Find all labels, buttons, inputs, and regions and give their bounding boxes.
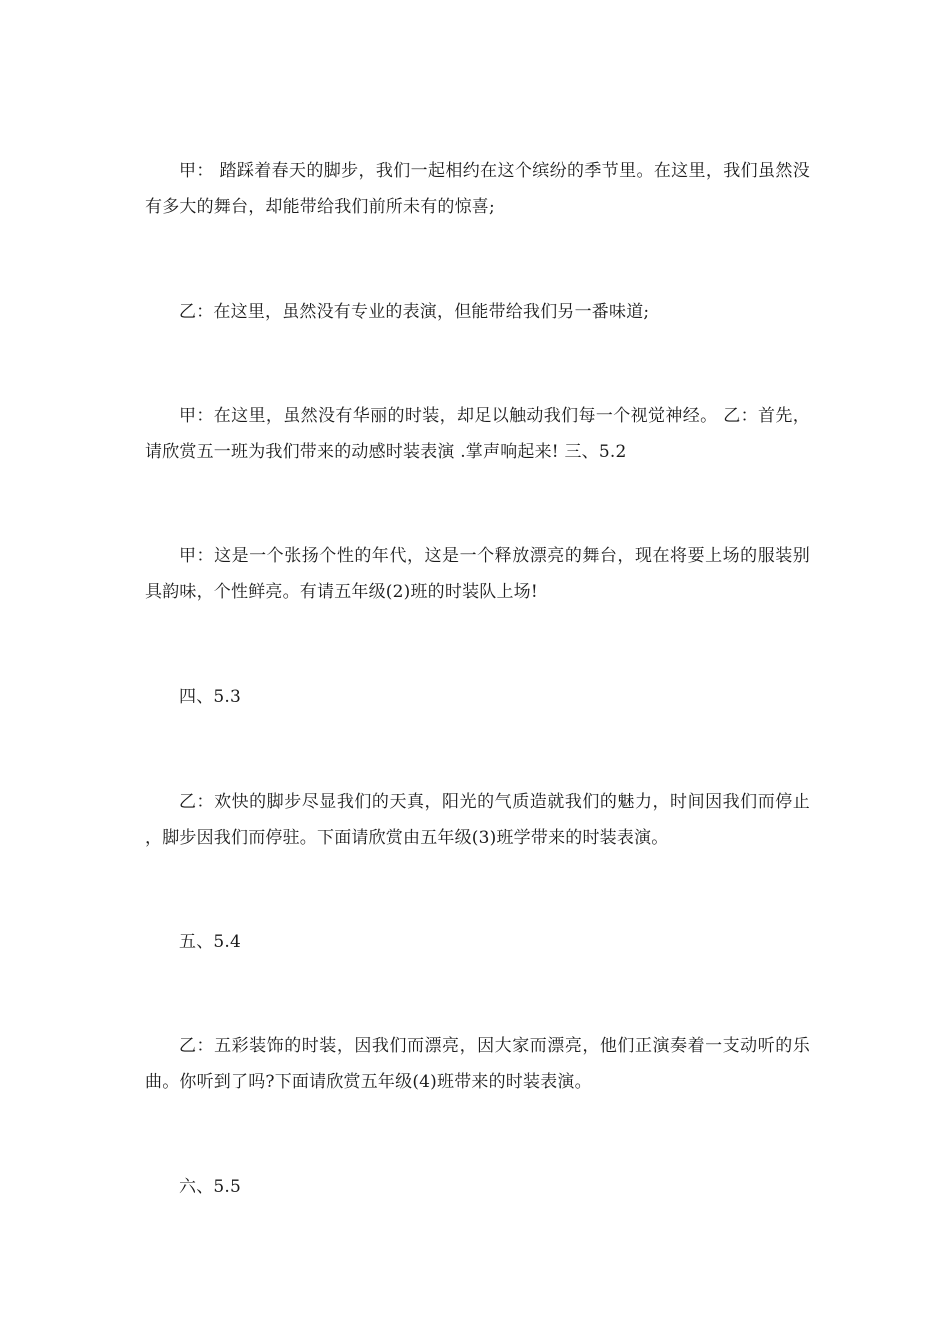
- section-heading-4: 四、5.3: [179, 687, 242, 707]
- paragraph-4: 甲：这是一个张扬个性的年代，这是一个释放漂亮的舞台，现在将要上场的服装别具韵味，个性鲜亮。有请五年级(2)班的时装队上场!: [145, 546, 810, 602]
- paragraph-1: 甲： 踏踩着春天的脚步，我们一起相约在这个缤纷的季节里。在这里，我们虽然没有多大的舞台，却能带给我们前所未有的惊喜;: [145, 161, 810, 217]
- paragraph-6: 乙：五彩装饰的时装，因我们而漂亮，因大家而漂亮，他们正演奏着一支动听的乐曲。你听到了吗?下面请欣赏五年级(4)班带来的时装表演。: [145, 1036, 810, 1092]
- paragraph-3: 甲：在这里，虽然没有华丽的时装，却足以触动我们每一个视觉神经。 乙：首先，请欣赏五一班为我们带来的动感时装表演 .掌声响起来! 三、5.2: [145, 406, 810, 462]
- paragraph-2: 乙：在这里，虽然没有专业的表演，但能带给我们另一番味道;: [179, 302, 650, 322]
- section-heading-5: 五、5.4: [179, 932, 242, 952]
- paragraph-5: 乙：欢快的脚步尽显我们的天真，阳光的气质造就我们的魅力，时间因我们而停止 ，脚步因我们而停驻。下面请欣赏由五年级(3)班学带来的时装表演。: [145, 792, 810, 848]
- section-heading-6: 六、5.5: [179, 1177, 242, 1197]
